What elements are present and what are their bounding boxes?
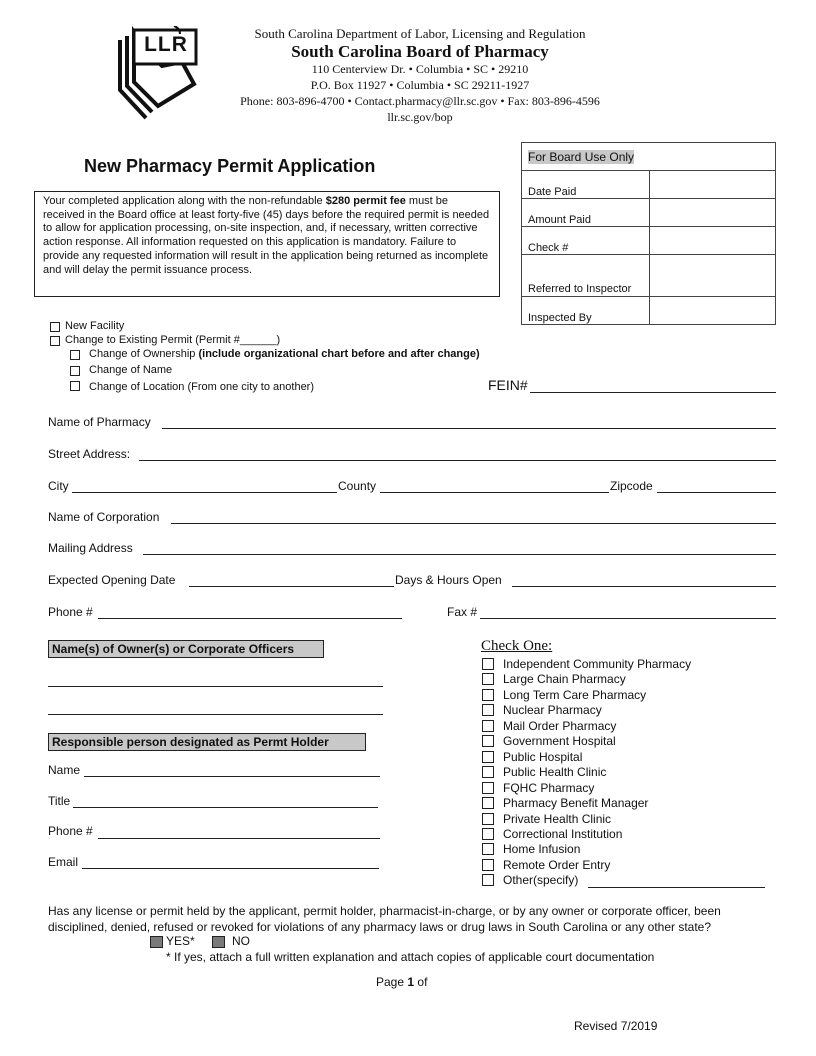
fein-input[interactable] [530, 392, 776, 393]
mailing-label: Mailing Address [48, 541, 133, 555]
pharmacy-type-checkbox[interactable] [482, 704, 494, 716]
pharmacy-type-label: Home Infusion [503, 842, 581, 856]
page-title: New Pharmacy Permit Application [84, 156, 376, 176]
new-facility-checkbox[interactable] [50, 322, 60, 332]
change-ownership-text: Change of Ownership [89, 348, 196, 360]
new-facility-label: New Facility [65, 320, 125, 332]
llr-logo [116, 26, 206, 122]
notice-part-1: Your completed application along with the non-refundable [43, 195, 326, 207]
fax-label: Fax # [447, 605, 478, 619]
address-line-1: 110 Centerview Dr. • Columbia • SC • 29210 [311, 62, 529, 76]
holder-name-input[interactable] [84, 776, 380, 777]
board-use-table [521, 142, 776, 325]
board-row-value[interactable] [650, 227, 776, 255]
board-row-value[interactable] [650, 171, 776, 199]
holder-title-input[interactable] [73, 807, 378, 808]
city-input[interactable] [72, 492, 337, 493]
board-use-heading: For Board Use Only [528, 149, 635, 164]
notice-part-2: must be received in the Board office at least forty-five (45) days before the required permit is needed to allow for application processing, on-site inspection, and, if necessary, written corrective action response. All information requested on this application is mandatory. Failure to provide any requested information will result in the application being returned as incomplete and will delay the permit issuance process. [43, 195, 490, 276]
holder-email-input[interactable] [82, 868, 379, 869]
board-row-value[interactable] [650, 297, 776, 325]
yes-label: YES* [166, 934, 195, 948]
permit-holder-heading: Responsible person designated as Permt Holder [48, 733, 366, 751]
page-label: Page [376, 975, 405, 989]
pharmacy-type-checkbox[interactable] [482, 782, 494, 794]
logo-text: LLR [144, 33, 188, 56]
notice-fee: $280 permit fee [325, 195, 406, 207]
page-number [376, 975, 427, 989]
pharmacy-type-checkbox[interactable] [482, 673, 494, 685]
pharmacy-type-label: Long Term Care Pharmacy [503, 688, 647, 702]
pharmacy-type-label: Private Health Clinic [503, 812, 612, 826]
fee-notice [34, 191, 500, 297]
days-hours-label: Days & Hours Open [395, 573, 502, 587]
holder-phone-label: Phone # [48, 824, 93, 838]
holder-phone-input[interactable] [98, 838, 380, 839]
owner-line[interactable] [48, 714, 383, 715]
owners-heading: Name(s) of Owner(s) or Corporate Officers [48, 640, 324, 658]
change-ownership-note: (include organizational chart before and after change) [198, 348, 480, 360]
pharmacy-type-label: Other(specify) [503, 873, 579, 887]
phone-input[interactable] [98, 618, 402, 619]
pharmacy-name-label: Name of Pharmacy [48, 415, 151, 429]
opening-date-label: Expected Opening Date [48, 573, 176, 587]
discipline-question: Has any license or permit held by the applicant, permit holder, pharmacist-in-charge, or by any owner or corporate officer, been disciplined, denied, refused or revoked for violations of any pharmacy laws or drug laws in South Carolina or any other state? [48, 904, 721, 934]
board-row-value[interactable] [650, 199, 776, 227]
board-row-label: Inspected By [522, 297, 650, 325]
of-label: of [417, 975, 428, 989]
change-ownership-checkbox[interactable] [70, 350, 80, 360]
pharmacy-type-label: Pharmacy Benefit Manager [503, 796, 649, 810]
holder-title-label: Title [48, 794, 71, 808]
yes-checkbox[interactable] [150, 936, 163, 948]
pharmacy-type-checkbox[interactable] [482, 797, 494, 809]
county-label: County [338, 479, 377, 493]
pharmacy-type-checkbox[interactable] [482, 720, 494, 732]
revised-date: Revised 7/2019 [574, 1019, 658, 1033]
pharmacy-type-label: Correctional Institution [503, 827, 623, 841]
holder-name-label: Name [48, 763, 81, 777]
page-num: 1 [407, 975, 415, 989]
pharmacy-type-checkbox[interactable] [482, 766, 494, 778]
pharmacy-type-label: Independent Community Pharmacy [503, 657, 692, 671]
pharmacy-type-checkbox[interactable] [482, 751, 494, 763]
pharmacy-type-checkbox[interactable] [482, 658, 494, 670]
change-ownership-label [89, 348, 480, 360]
yes-note: * If yes, attach a full written explanation and attach copies of applicable court documentation [166, 950, 655, 964]
pharmacy-type-checkbox[interactable] [482, 843, 494, 855]
corporation-input[interactable] [171, 523, 776, 524]
pharmacy-type-label: Public Health Clinic [503, 765, 607, 779]
board-row-value[interactable] [650, 255, 776, 297]
pharmacy-type-label: Large Chain Pharmacy [503, 672, 626, 686]
mailing-input[interactable] [143, 554, 776, 555]
address-line-2: P.O. Box 11927 • Columbia • SC 29211-1927 [310, 78, 530, 92]
website[interactable]: llr.sc.gov/bop [387, 110, 453, 124]
opening-date-input[interactable] [189, 586, 394, 587]
check-one-heading: Check One: [481, 638, 553, 654]
change-existing-checkbox[interactable] [50, 336, 60, 346]
dept-name: South Carolina Department of Labor, Licensing and Regulation [254, 26, 586, 41]
fax-input[interactable] [480, 618, 776, 619]
change-name-label: Change of Name [89, 364, 173, 376]
street-input[interactable] [139, 460, 776, 461]
fein-label: FEIN# [488, 377, 528, 393]
city-label: City [48, 479, 69, 493]
other-specify-input[interactable] [588, 887, 765, 888]
pharmacy-type-checkbox[interactable] [482, 859, 494, 871]
change-location-label: Change of Location (From one city to another) [89, 381, 315, 393]
pharmacy-type-checkbox[interactable] [482, 874, 494, 886]
board-row-label: Check # [522, 227, 650, 255]
owner-line[interactable] [48, 686, 383, 687]
no-label: NO [232, 934, 250, 948]
pharmacy-type-checkbox[interactable] [482, 813, 494, 825]
pharmacy-type-checkbox[interactable] [482, 689, 494, 701]
board-name: South Carolina Board of Pharmacy [291, 42, 549, 61]
change-existing-label: Change to Existing Permit (Permit #______) [65, 334, 281, 346]
contact-line: Phone: 803-896-4700 • Contact.pharmacy@llr.sc.gov • Fax: 803-896-4596 [240, 94, 600, 108]
board-row-label: Referred to Inspector [522, 255, 650, 297]
no-checkbox[interactable] [212, 936, 225, 948]
pharmacy-type-checkbox[interactable] [482, 735, 494, 747]
pharmacy-type-checkbox[interactable] [482, 828, 494, 840]
holder-email-label: Email [48, 855, 79, 869]
board-row-label: Amount Paid [522, 199, 650, 227]
pharmacy-type-label: Public Hospital [503, 750, 583, 764]
days-hours-input[interactable] [512, 586, 776, 587]
change-location-checkbox[interactable] [70, 381, 80, 391]
pharmacy-type-label: FQHC Pharmacy [503, 781, 595, 795]
pharmacy-type-label: Nuclear Pharmacy [503, 703, 602, 717]
change-name-checkbox[interactable] [70, 366, 80, 376]
county-input[interactable] [380, 492, 609, 493]
zipcode-label: Zipcode [610, 479, 653, 493]
street-label: Street Address: [48, 447, 131, 461]
corporation-label: Name of Corporation [48, 510, 160, 524]
pharmacy-type-label: Government Hospital [503, 734, 616, 748]
pharmacy-name-input[interactable] [162, 428, 776, 429]
pharmacy-type-label: Remote Order Entry [503, 858, 611, 872]
zipcode-input[interactable] [657, 492, 776, 493]
board-row-label: Date Paid [522, 171, 650, 199]
pharmacy-type-label: Mail Order Pharmacy [503, 719, 617, 733]
phone-label: Phone # [48, 605, 93, 619]
